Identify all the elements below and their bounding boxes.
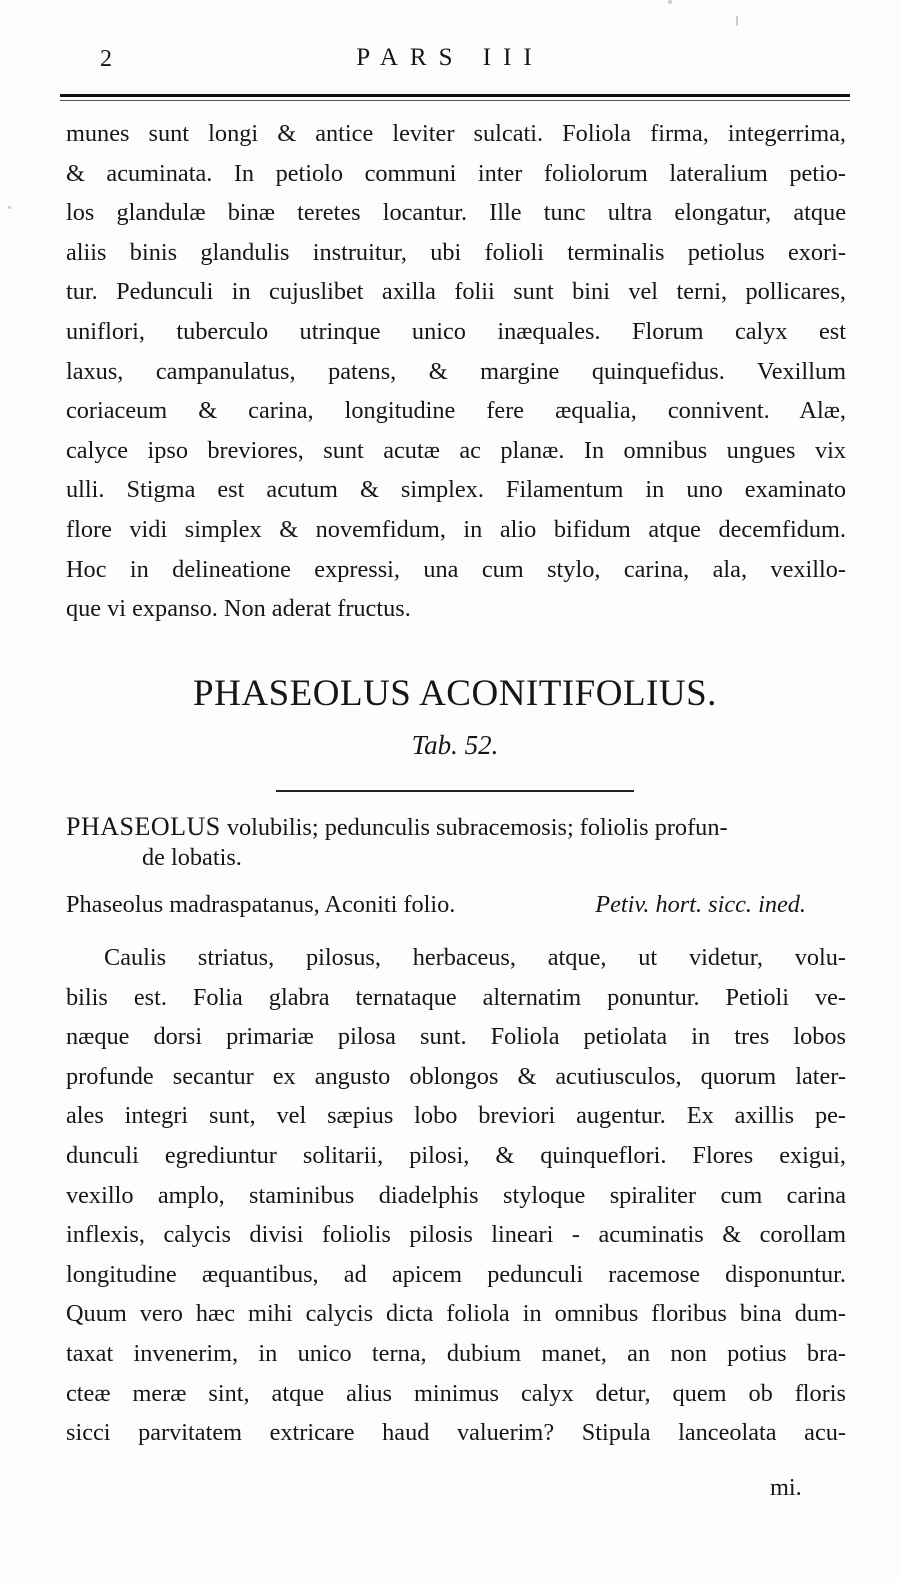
text-line: dunculi egrediuntur solitarii, pilosi, & quinqueflori. Flores exigui,	[66, 1141, 846, 1169]
text-line: ulli. Stigma est acutum & simplex. Filamentum in uno examinato	[66, 476, 846, 504]
section-rule	[276, 790, 634, 792]
text-line: que vi expanso. Non aderat fructus.	[66, 595, 411, 623]
text-line: taxat invenerim, in unico terna, dubium manet, an non potius bra-	[66, 1339, 846, 1367]
paragraph-continued	[66, 114, 846, 629]
diagnosis-text: volubilis; pedunculis subracemosis; foliolis profun-	[226, 814, 728, 841]
text-line: tur. Pedunculi in cujuslibet axilla folii sunt bini vel terni, pollicares,	[66, 278, 846, 306]
text-line: sicci parvitatem extricare haud valuerim? Stipula lanceolata acu-	[66, 1419, 846, 1447]
text-line: profunde secantur ex angusto oblongos & acutiusculos, quorum later-	[66, 1062, 846, 1090]
species-diagnosis	[66, 812, 846, 873]
text-line: munes sunt longi & antice leviter sulcati. Foliola firma, integerrima,	[66, 120, 846, 147]
text-line: Caulis striatus, pilosus, herbaceus, atque, ut videtur, volu-	[104, 944, 846, 971]
text-line: bilis est. Folia glabra ternataque alternatim ponuntur. Petioli ve-	[66, 983, 846, 1011]
text-line: & acuminata. In petiolo communi inter foliolorum lateralium petio-	[66, 159, 846, 187]
text-line: ales integri sunt, vel sæpius lobo breviori augentur. Ex axillis pe-	[66, 1102, 846, 1130]
scan-speck	[668, 0, 672, 4]
text-line: laxus, campanulatus, patens, & margine quinquefidus. Vexillum	[66, 357, 846, 385]
text-line: calyce ipso breviores, sunt acutæ ac planæ. In omnibus ungues vix	[66, 436, 846, 464]
page-number: 2	[100, 46, 113, 72]
text-line: cteæ meræ sint, atque alius minimus calyx detur, quem ob floris	[66, 1379, 846, 1407]
genus-name: PHASEOLUS	[66, 812, 221, 841]
text-line: coriaceum & carina, longitudine fere æqualia, connivent. Alæ,	[66, 397, 846, 425]
synonym-reference: Petiv. hort. sicc. ined.	[595, 891, 806, 918]
text-line: longitudine æquantibus, ad apicem pedunculi racemose disponuntur.	[66, 1260, 846, 1288]
text-line: aliis binis glandulis instruitur, ubi folioli terminalis petiolus exori-	[66, 238, 846, 266]
diagnosis-continuation: de lobatis.	[142, 844, 242, 871]
text-line: los glandulæ binæ teretes locantur. Ille tunc ultra elongatur, atque	[66, 199, 846, 227]
text-line: vexillo amplo, staminibus diadelphis styloque spiraliter cum carina	[66, 1181, 846, 1209]
text-line: flore vidi simplex & novemfidum, in alio bifidum atque decemfidum.	[66, 515, 846, 543]
scan-speck	[8, 206, 11, 209]
species-title: PHASEOLUS ACONITIFOLIUS.	[193, 673, 717, 714]
catchword: mi.	[770, 1474, 802, 1501]
synonym-line	[66, 888, 846, 922]
text-line: Quum vero hæc mihi calycis dicta foliola in omnibus floribus bina dum-	[66, 1300, 846, 1328]
text-line: uniflori, tuberculo utrinque unico inæquales. Florum calyx est	[66, 317, 846, 345]
plate-reference: Tab. 52.	[411, 730, 499, 760]
header-rule-thin	[60, 100, 850, 101]
text-line: inflexis, calycis divisi foliolis pilosis lineari - acuminatis & corollam	[66, 1221, 846, 1249]
header-rule	[60, 94, 850, 97]
text-line: Hoc in delineatione expressi, una cum stylo, carina, ala, vexillo-	[66, 555, 846, 583]
text-line: næque dorsi primariæ pilosa sunt. Foliola petiolata in tres lobos	[66, 1023, 846, 1051]
scan-speck	[736, 16, 738, 26]
species-description	[66, 938, 846, 1453]
synonym-text: Phaseolus madraspatanus, Aconiti folio.	[66, 891, 456, 918]
running-head: PARS III	[356, 44, 544, 71]
